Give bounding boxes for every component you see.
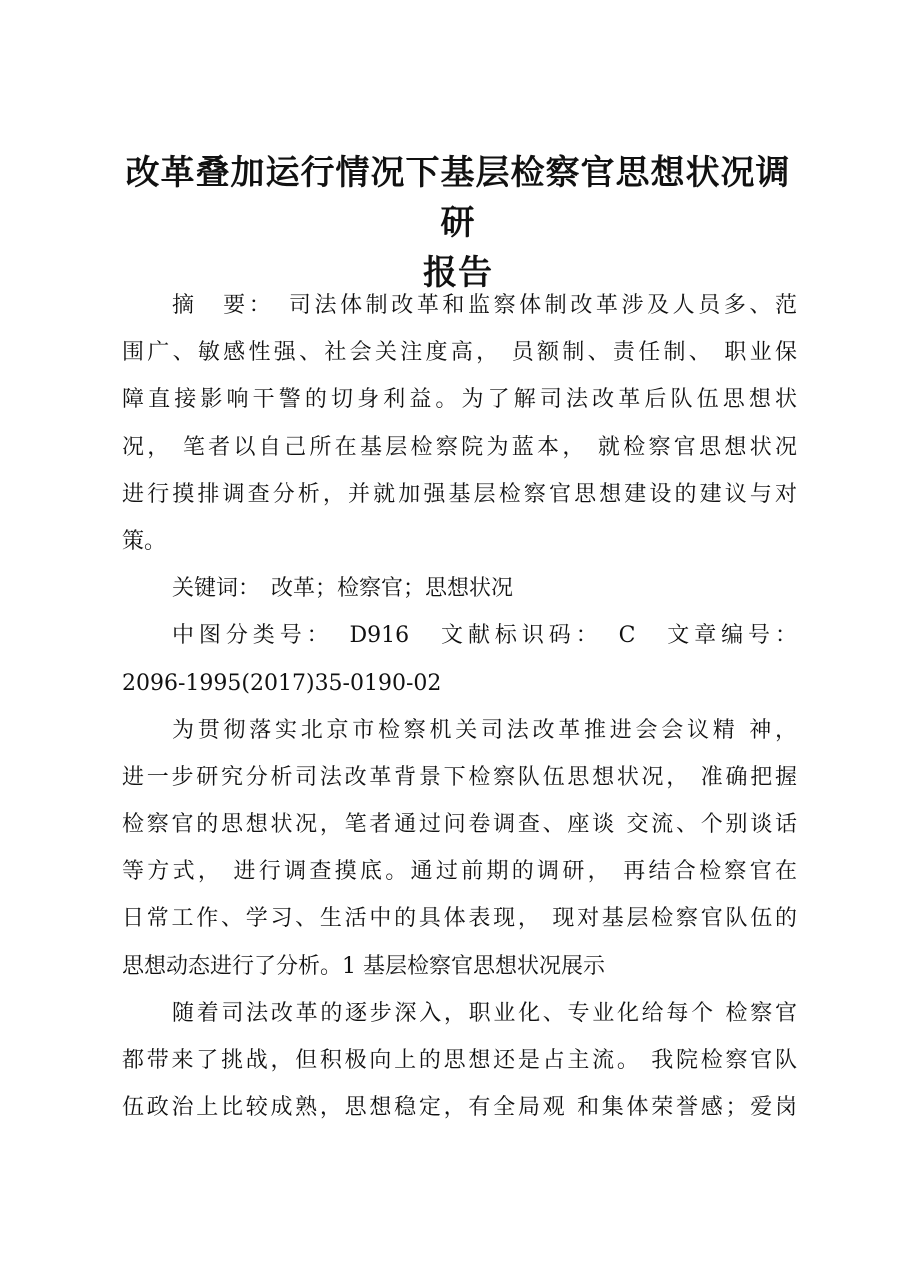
abstract-line-5: 进行摸排调查分析，并就加强基层检察官思想建设的建议与对 <box>122 481 797 507</box>
paragraph-1-line-4: 等方式， 进行调查摸底。通过前期的调研， 再结合检察官在 <box>122 859 797 885</box>
abstract-line-3: 障直接影响干警的切身利益。为了解司法改革后队伍思想状 <box>122 387 797 413</box>
document-title <box>118 148 798 298</box>
paragraph-1-line-2: 进一步研究分析司法改革背景下检察队伍思想状况， 准确把握 <box>122 764 797 790</box>
article-number-line: 2096-1995(2017)35-0190-02 <box>122 670 442 696</box>
abstract-line-1: 摘 要： 司法体制改革和监察体制改革涉及人员多、范 <box>172 293 797 318</box>
paragraph-2-line-2: 都带来了挑战，但积极向上的思想还是占主流。 我院检察官队 <box>122 1048 797 1073</box>
abstract-line-6: 策。 <box>122 528 167 554</box>
paragraph-1-line-3: 检察官的思想状况，笔者通过问卷调查、座谈 交流、个别谈话 <box>122 812 797 838</box>
classification-line: 中图分类号： D916 文献标识码： C 文章编号： <box>172 623 797 649</box>
paragraph-2-line-1: 随着司法改革的逐步深入，职业化、专业化给每个 检察官 <box>172 1000 797 1026</box>
paragraph-1-line-6: 思想动态进行了分析。1 基层检察官思想状况展示 <box>122 953 605 979</box>
abstract-line-2: 围广、敏感性强、社会关注度高， 员额制、责任制、 职业保 <box>122 340 797 366</box>
paragraph-2-line-3: 伍政治上比较成熟，思想稳定，有全局观 和集体荣誉感；爱岗 <box>122 1095 797 1121</box>
document-body <box>122 282 797 1131</box>
title-line-2: 报告 <box>423 253 493 293</box>
paragraph-1-line-5: 日常工作、学习、生活中的具体表现， 现对基层检察官队伍的 <box>122 906 797 932</box>
title-line-1: 改革叠加运行情况下基层检察官思想状况调研 <box>125 153 791 243</box>
abstract-line-4: 况， 笔者以自己所在基层检察院为蓝本， 就检察官思想状况 <box>122 434 797 460</box>
paragraph-1-line-1: 为贯彻落实北京市检察机关司法改革推进会会议精 神， <box>172 717 797 743</box>
keywords-line: 关键词： 改革；检察官；思想状况 <box>172 576 514 602</box>
